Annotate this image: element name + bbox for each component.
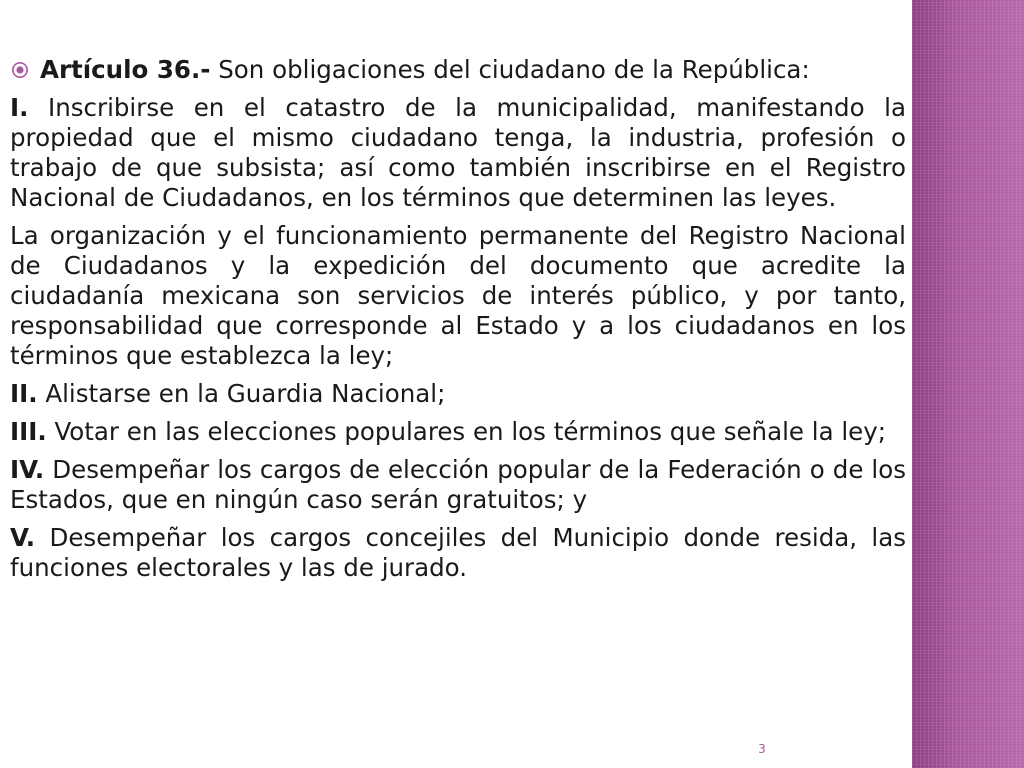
- paragraph-text: Alistarse en la Guardia Nacional;: [37, 379, 446, 408]
- article-heading: Artículo 36.-: [40, 55, 211, 84]
- paragraph-text: La organización y el funcionamiento permanente del Registro Nacional de Ciudadanos y la expedición del documento que acredite la ciudadanía mexicana son servicios de interés público, y por tanto, responsabilidad que corresponde al Estado y a los ciudadanos en los términos que establezca la ley;: [10, 221, 906, 370]
- circle-bullet-icon: [11, 61, 29, 79]
- paragraph-text: Desempeñar los cargos de elección popular de la Federación o de los Estados, que en ningún caso serán gratuitos; y: [10, 455, 906, 514]
- decorative-side-stripe: [912, 0, 1024, 768]
- page-number: 3: [758, 742, 766, 756]
- paragraph-numeral: II.: [10, 379, 38, 408]
- paragraph-numeral: V.: [10, 523, 36, 552]
- paragraph-fraction-i: [10, 93, 906, 213]
- intro-description: Son obligaciones del ciudadano de la República:: [210, 55, 810, 84]
- intro-bullet: [10, 55, 906, 85]
- paragraph-numeral: III.: [10, 417, 47, 446]
- paragraph-text: Votar en las elecciones populares en los términos que señale la ley;: [46, 417, 887, 446]
- paragraph-registro-nacional: [10, 221, 906, 371]
- paragraph-text: Desempeñar los cargos concejiles del Municipio donde resida, las funciones electorales y las de jurado.: [10, 523, 906, 582]
- paragraph-numeral: I.: [10, 93, 29, 122]
- paragraph-text: Inscribirse en el catastro de la municipalidad, manifestando la propiedad que el mismo ciudadano tenga, la industria, profesión o trabajo de que subsista; así como también inscribirse en el Registro Nacional de Ciudadanos, en los términos que determinen las leyes.: [10, 93, 906, 212]
- paragraph-fraction-ii: [10, 379, 906, 409]
- slide-content: [10, 55, 906, 591]
- paragraph-fraction-iv: [10, 455, 906, 515]
- paragraph-numeral: IV.: [10, 455, 45, 484]
- paragraph-fraction-v: [10, 523, 906, 583]
- intro-text: [40, 55, 906, 85]
- paragraph-fraction-iii: [10, 417, 906, 447]
